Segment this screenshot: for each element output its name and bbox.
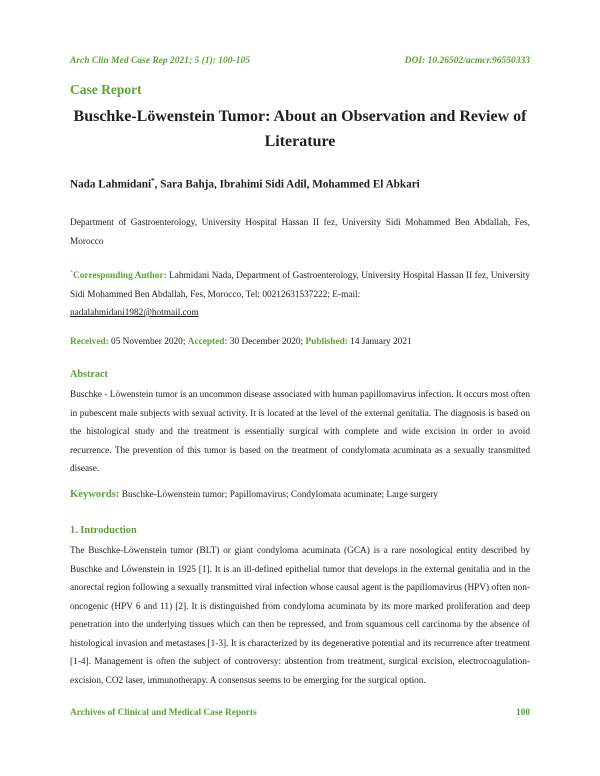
corresponding-mark: * [151,177,155,185]
journal-citation: Arch Clin Med Case Rep 2021; 5 (1): 100-105 [70,56,250,66]
accepted-date: 30 December 2020; [227,337,306,347]
title-line-1: Buschke-Löwenstein Tumor: About an Observation and Review of [73,108,527,125]
received-label: Received: [70,337,109,347]
keywords [70,486,530,505]
keywords-text: Buschke-Löwenstein tumor; Papillomavirus; Condylomata acuminate; Large surgery [119,490,438,500]
introduction-text: The Buschke-Löwenstein tumor (BLT) or giant condyloma acuminata (GCA) is a rare nosological entity described by Buschke and Löwenstein in 1925 [1]. It is an ill-defined epithelial tumor that develops in the external genitalia and in the anorectal region following a sexually transmitted viral infection whose causal agent is the papillomavirus (HPV) often non-oncogenic (HPV 6 and 11) [2]. It is distinguished from condyloma acuminata by its more marked proliferation and deep penetration into the underlying tissues which can then be repressed, and from squamous cell carcinoma by the absence of histological invasion and metastases [1-3]. It is characterized by its degenerative potential and its recurrence after treatment [1-4]. Management is often the subject of controversy: abstention from treatment, surgical excision, electrocoagulation-excision, CO2 laser, immunotherapy. A consensus seems to be emerging for the surgical option. [70,546,530,686]
keywords-label: Keywords: [70,489,120,500]
published-date: 14 January 2021 [347,337,412,347]
article-title [60,104,540,154]
footer-journal: Archives of Clinical and Medical Case Reports [70,708,257,718]
abstract-heading: Abstract [70,369,108,380]
doi[interactable]: DOI: 10.26502/acmcr.96550333 [404,56,530,66]
abstract-text: Buschke - Löwenstein tumor is an uncommon disease associated with human papillomavirus infection. It occurs most often in pubescent male subjects with sexual activity. It is located at the level of the external genitalia. The diagnosis is based on the histological study and the treatment is essentially surgical with complete and wide excision in order to avoid recurrence. The prevention of this tumor is based on the treatment of condylomata acuminata as a sexually transmitted disease. [70,390,530,474]
corr-label: Corresponding Author: [73,271,167,282]
title-line-2: Literature [264,133,336,150]
accepted-label: Accepted: [187,337,228,347]
article-dates [70,333,530,352]
received-date: 05 November 2020; [108,337,188,347]
affiliation: Department of Gastroenterology, University Hospital Hassan II fez, University Sidi Mohammed Ben Abdallah, Fes, Morocco [70,218,530,247]
corr-mark: * [70,270,73,276]
email-link[interactable]: nadalahmidani1982@hotmail.com [70,308,199,319]
other-authors: , Sara Bahja, Ibrahimi Sidi Adil, Mohammed El Abkari [154,178,420,191]
author-list [70,177,540,191]
corr-text: Lahmidani Nada, Department of Gastroenterology, University Hospital Hassan II fez, University Sidi Mohammed Ben Abdallah, Fes, Morocco, Tel: 00212631537222; E-mail: [70,271,530,300]
page-number: 100 [515,708,530,718]
first-author: Nada Lahmidani [70,178,152,191]
article-type-label: Case Report [70,82,142,97]
introduction-heading: 1. Introduction [70,525,137,536]
published-label: Published: [305,337,348,347]
corresponding-author [70,264,530,323]
